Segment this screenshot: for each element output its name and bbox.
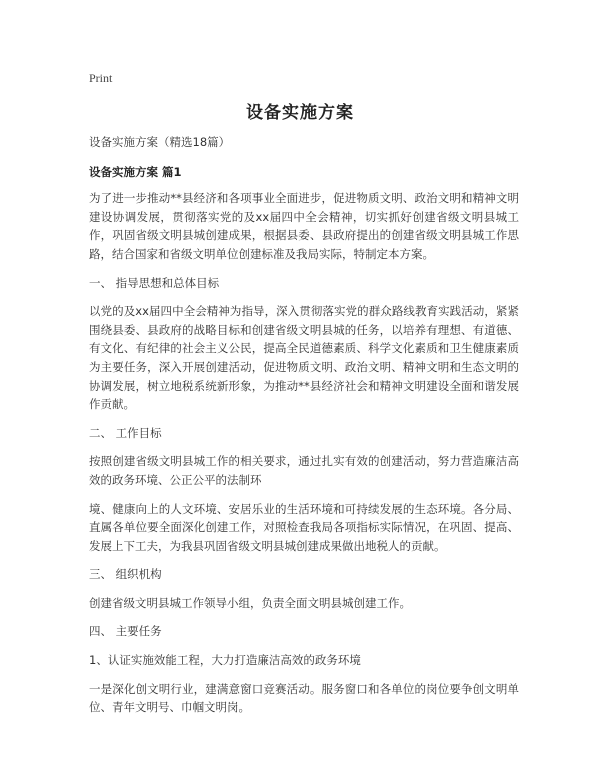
print-label: Print bbox=[89, 71, 113, 85]
document-title: 设备实施方案 bbox=[246, 103, 354, 123]
heading-work-goals: 二、 工作目标 bbox=[89, 425, 162, 440]
intro-paragraph: 为了进一步推动**县经济和各项事业全面进步，促进物质文明、政治文明和精神文明建设协调发展，贯彻落实党的及xx届四中全会精神，切实抓好创建省级文明县城工作，巩固省级文明县城创建成果，根据县委、县政府提出的创建省级文明县城工作思路，结合国家和省级文明单位创建标准及我局实际，特制定本方案。 bbox=[89, 191, 519, 261]
heading-main-tasks: 四、 主要任务 bbox=[89, 624, 162, 639]
heading-organization: 三、 组织机构 bbox=[89, 567, 162, 582]
document-body bbox=[89, 133, 519, 727]
organization-paragraph: 创建省级文明县城工作领导小组，负责全面文明县城创建工作。 bbox=[89, 595, 411, 610]
document-subtitle: 设备实施方案（精选18篇） bbox=[89, 135, 231, 149]
task-1-heading: 1、认证实施效能工程，大力打造廉洁高效的政务环境 bbox=[89, 653, 361, 668]
section-title: 设备实施方案 篇1 bbox=[89, 164, 182, 179]
task-1-paragraph: 一是深化创文明行业，建满意窗口竞赛活动。服务窗口和各单位的岗位要争创文明单位、青年文明号、巾帼文明岗。 bbox=[89, 681, 519, 715]
work-goals-paragraph: 按照创建省级文明县城工作的相关要求，通过扎实有效的创建活动，努力营造廉洁高效的政务环境、公正公平的法制环 bbox=[89, 454, 519, 487]
guiding-ideology-paragraph: 以党的及xx届四中全会精神为指导，深入贯彻落实党的群众路线教育实践活动，紧紧围绕县委、县政府的战略目标和创建省级文明县城的任务，以培养有理想、有道德、有文化、有纪律的社会主义公民，提高全民道德素质、科学文化素质和卫生健康素质为主要任务，深入开展创建活动，促进物质文明、政治文明、精神文明和生态文明的协调发展，树立地税系统新形象，为推动**县经济社会和精神文明建设全面和谐发展作贡献。 bbox=[89, 304, 519, 412]
work-goals-paragraph-continued: 境、健康向上的人文环境、安居乐业的生活环境和可持续发展的生态环境。各分局、直属各单位要全面深化创建工作，对照检查我局各项指标实际情况，在巩固、提高、发展上下工夫，为我县巩固省级文明县城创建成果做出地税人的贡献。 bbox=[89, 501, 519, 553]
heading-guiding-ideology: 一、 指导思想和总体目标 bbox=[89, 275, 220, 290]
